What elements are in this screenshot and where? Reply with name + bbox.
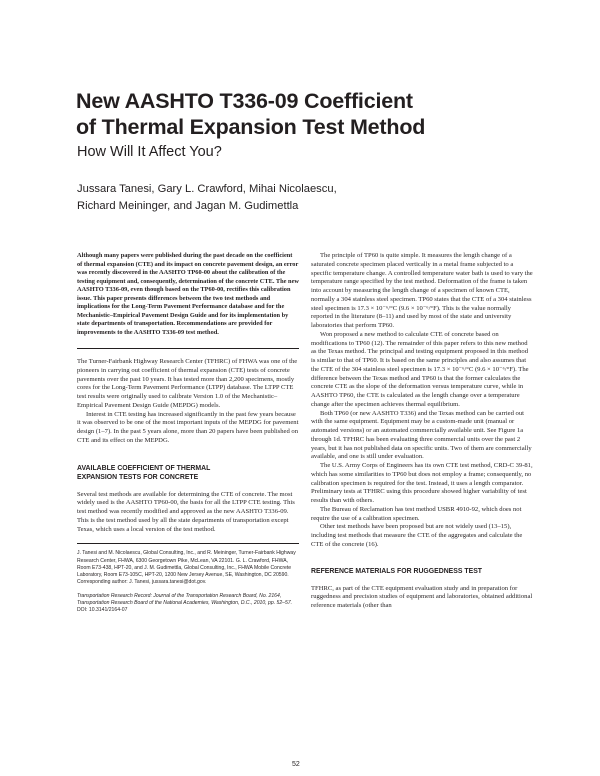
title-line-2: of Thermal Expansion Test Method (76, 115, 426, 139)
footnote-divider (77, 543, 299, 544)
right-paragraph-5: The Bureau of Reclamation has test method USBR 4910-92, which does not require the use of a calibration specimen. (311, 505, 522, 522)
right-paragraph-1: The principle of TP60 is quite simple. It measures the length change of a saturated concrete specimen placed vertically in a metal frame subjected to a specific temperature change. A controlled temperature water bath is used to vary the temperature range specified by the test method. Deformation of the frame is taken into account by measuring the length change of a specimen of known CTE, normally a 304 stainless steel specimen. TP60 states that the CTE of a 304 stainless steel specimen is 17.3 × 10⁻⁶/°C (9.6 × 10⁻⁶/°F). This is the value normally reported in the literature (8–11) and used by most of the state and university laboratories that perform TP60. (311, 252, 533, 329)
doi: DOI: 10.3141/2164-07 (77, 607, 128, 614)
right-paragraph-2: Won proposed a new method to calculate CTE of concrete based on modifications to TP60 (12). The remainder of this paper refers to this new method as the Texas method. The principal and testing equipment proposed in this method is similar to that of TP60. It is based on the same principles and also assumes that the CTE of the 304 stainless steel specimen is 17.3 × 10⁻⁶/°C (9.6 × 10⁻⁶/°F). The difference between the Texas method and TP60 is that the former calculates the concrete CTE as the slope of the deformation versus temperature curve, while in AASHTO TP60, the CTE is calculated as the length change over a temperature change after the specimen achieves thermal equilibrium. (311, 330, 529, 408)
authors-line-1: Jussara Tanesi, Gary L. Crawford, Mihai Nicolaescu, (77, 183, 337, 195)
right-paragraph-4: The U.S. Army Corps of Engineers has its own CTE test method, CRD-C 39-81, which has some similarities to TP60 but does not employ a frame; consequently, no calibration specimen is required for the test. Instead, it uses a length comparator. Preliminary tests at TFHRC using this procedure showed higher variability of test results than with others. (311, 462, 533, 504)
section-heading-cte-tests (77, 464, 299, 482)
title-line-1: New AASHTO T336-09 Coefficient (76, 89, 413, 113)
left-paragraph-1: The Turner-Fairbank Highway Research Center (TFHRC) of FHWA was one of the pioneers in carrying out coefficient of thermal expansion (CTE) tests of concrete pavements over the past 10 years. It has tested more than 2,200 specimens, mostly cores for the Long-Term Pavement Performance (LTPP) database. The LTPP CTE test results were originally used to calibrate Version 1.0 of the Mechanistic–Empirical Pavement Design Guide (MEPDG) models. (77, 358, 298, 409)
author-affiliations: J. Tanesi and M. Nicolaescu, Global Consulting, Inc., and R. Meininger, Turner-Fairbank Highway Research Center, FHWA, 6300 Georgetown Pike, McLean, VA 22101. G. L. Crawford, FHWA, Room E73-438, HPT-20, and J. M. Gudimettla, Global Consulting, Inc., FHWA Mobile Concrete Laboratory, Room E73-105C, HPT-20, 1200 New Jersey Avenue, SE, Washington, DC 20590. Corresponding author: J. Tanesi, jussara.tanesi@dot.gov. (77, 550, 296, 586)
authors-line-2: Richard Meininger, and Jagan M. Gudimettla (77, 200, 299, 212)
right-paragraph-6: Other test methods have been proposed but are not widely used (13–15), including test methods that measure the CTE of the aggregates and calculate the CTE of the concrete (16). (311, 523, 523, 548)
page-number: 52 (292, 761, 300, 768)
journal-citation: Transportation Research Record: Journal of the Transportation Research Board, No. 2164, Transportation Research Board of the National Academies, Washington, D.C., 2010, pp. 52–57. (77, 592, 293, 607)
section-heading-reference-materials: REFERENCE MATERIALS FOR RUGGEDNESS TEST (311, 567, 483, 575)
author-list (77, 181, 557, 215)
right-column (311, 252, 533, 611)
abstract: Although many papers were published during the past decade on the coefficient of thermal expansion (CTE) and its impact on concrete pavement design, an error was recently discovered in the AASHTO TP60-00 about the calibration of the testing equipment and, consequently, determination of the concrete CTE. The new AASHTO T336-09, even though based on the TP60-00, rectifies this calibration issue. This paper presents differences between the two test methods and implications for the Long-Term Pavement Performance database and for the Mechanistic–Empirical Pavement Design Guide and for its implementation by state departments of transportation. Recommendations are provided for improvements to the AASHTO T336-09 test method. (77, 252, 299, 336)
heading-line-1: AVAILABLE COEFFICIENT OF THERMAL (77, 464, 211, 472)
right-paragraph-3: Both TP60 (or new AASHTO T336) and the Texas method can be carried out with the same equipment. Equipment may be a custom-made unit (manual or automated versions) or an automated commercially available unit. See Figure 1a through 1d. TFHRC has been evaluating three commercial units over the past 2 years, but it has not published data on specific units. Two of them are commercially available, and one is still under evaluation. (311, 409, 532, 461)
right-paragraph-7: TFHRC, as part of the CTE equipment evaluation study and in preparation for ruggedness and precision studies of equipment and laboratories, obtained additional reference materials (other than (311, 584, 533, 609)
abstract-divider (77, 348, 299, 349)
left-paragraph-3: Several test methods are available for determining the CTE of concrete. The most widely used is the AASHTO TP60-00, the basis for all the LTPP CTE testing. This test method was recently modified and approved as the new AASHTO T336-09. This is the test method used by all the state departments of transportation except Texas, which uses a local version of the test method. (77, 490, 295, 533)
left-column (77, 252, 299, 615)
article-title (76, 88, 546, 140)
heading-line-2: EXPANSION TESTS FOR CONCRETE (77, 473, 199, 481)
article-subtitle: How Will It Affect You? (77, 144, 222, 160)
left-paragraph-2: Interest in CTE testing has increased significantly in the past few years because it was observed to be one of the most important inputs of the MEPDG for pavement design (1–7). In the past 5 years alone, more than 20 papers have been published on CTE and its effect on the MEPDG. (77, 410, 299, 444)
